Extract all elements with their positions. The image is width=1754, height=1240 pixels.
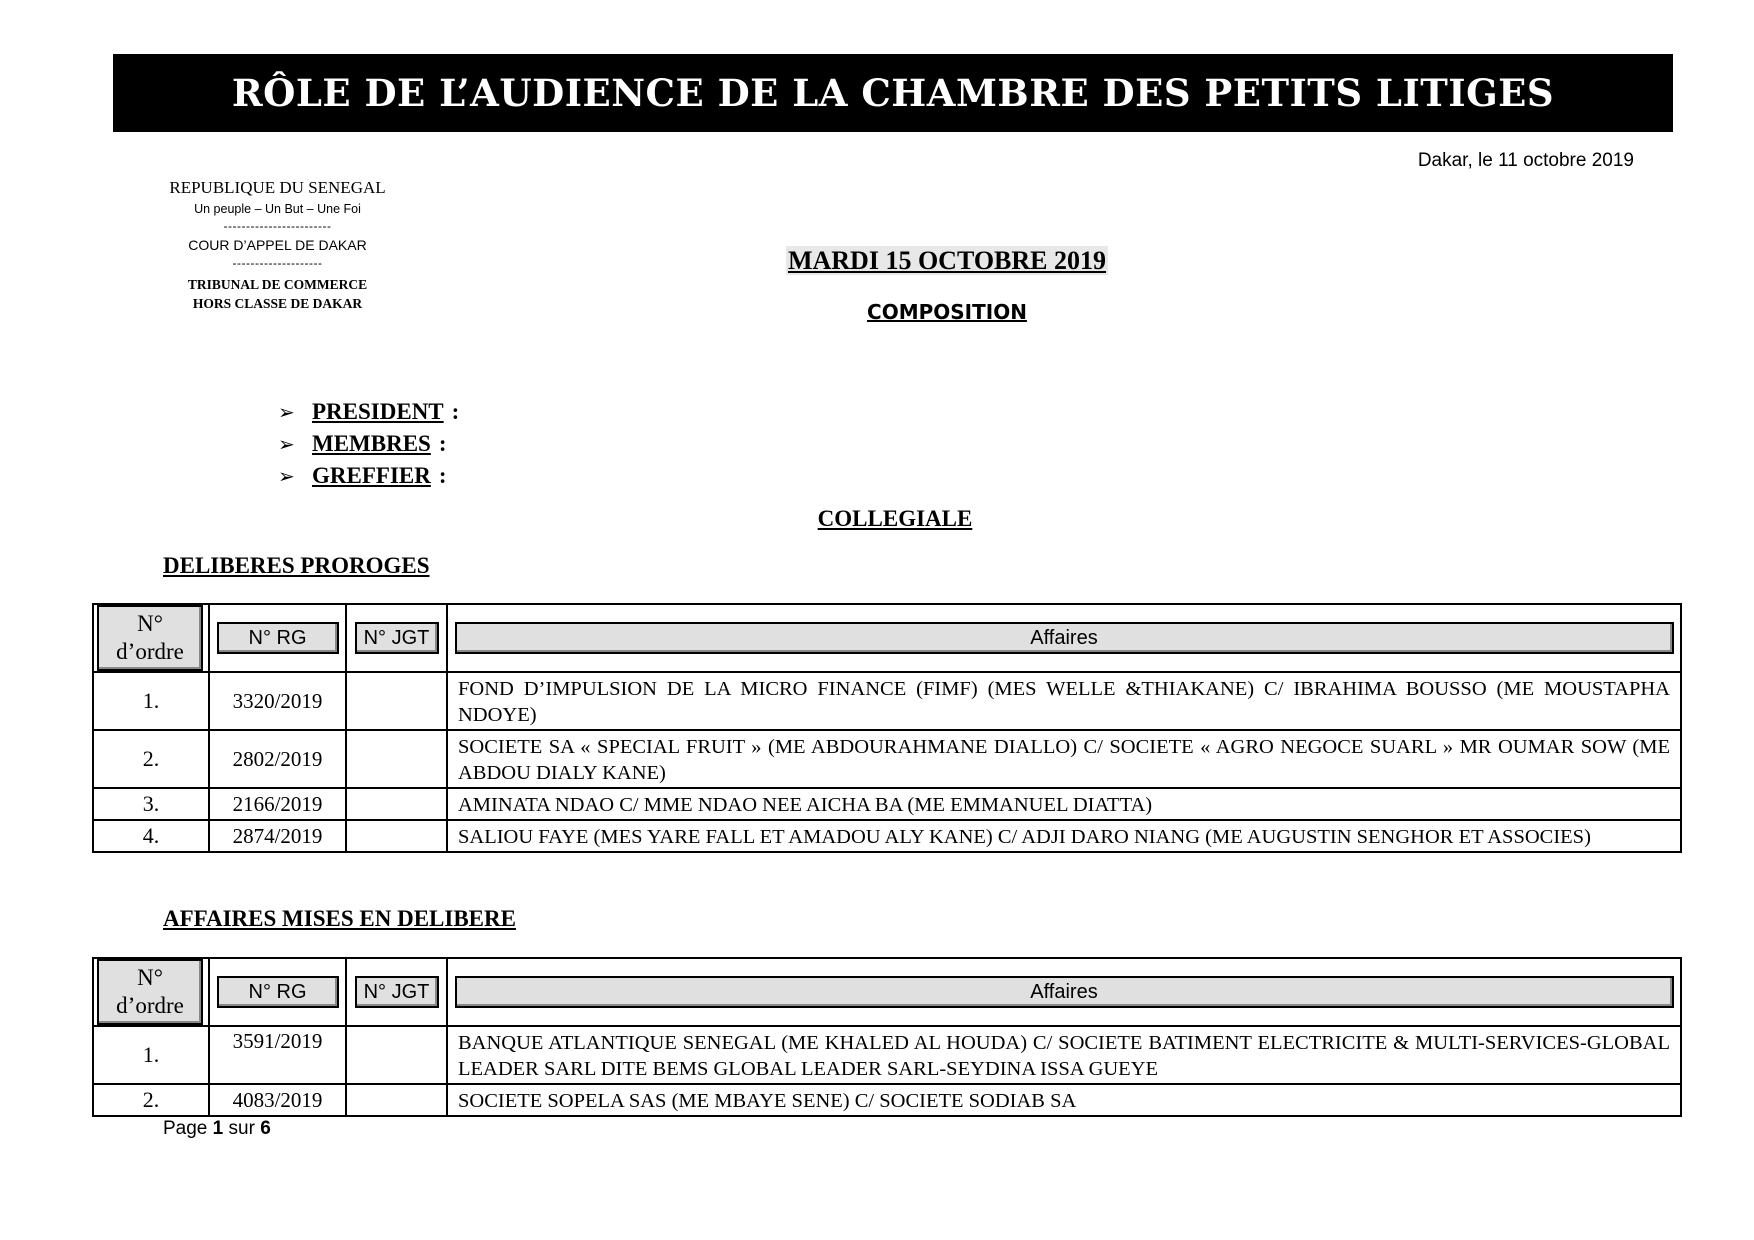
dateline: Dakar, le 11 octobre 2019 bbox=[1417, 150, 1634, 171]
cases-table-mises-en-delibere bbox=[92, 957, 1682, 1117]
cell-affaire: SOCIETE SOPELA SAS (ME MBAYE SENE) C/ SOCIETE SODIAB SA bbox=[447, 1084, 1681, 1116]
table-row bbox=[93, 820, 1681, 852]
table-row bbox=[93, 788, 1681, 820]
cell-affaire: SALIOU FAYE (MES YARE FALL ET AMADOU ALY KANE) C/ ADJI DARO NIANG (ME AUGUSTIN SENGHOR ET ASSOCIES) bbox=[447, 820, 1681, 852]
table-header-row bbox=[93, 958, 1681, 1026]
table-row bbox=[93, 672, 1681, 730]
header-affaires-box: Affaires bbox=[455, 622, 1674, 654]
cell-ordre: 1. bbox=[93, 672, 209, 730]
roles-list bbox=[278, 396, 459, 492]
cell-ordre: 3. bbox=[93, 788, 209, 820]
page-prefix: Page bbox=[163, 1118, 213, 1139]
header-rg bbox=[209, 958, 346, 1026]
page-number bbox=[163, 1118, 271, 1140]
cell-affaire: BANQUE ATLANTIQUE SENEGAL (ME KHALED AL HOUDA) C/ SOCIETE BATIMENT ELECTRICITE & MULTI-SERVICES-GLOBAL LEADER SARL DITE BEMS GLOBAL LEADER SARL-SEYDINA ISSA GUEYE bbox=[447, 1026, 1681, 1084]
page-total: 6 bbox=[260, 1118, 271, 1139]
header-affaires-box: Affaires bbox=[455, 976, 1674, 1008]
cell-rg: 2166/2019 bbox=[209, 788, 346, 820]
role-label: MEMBRES bbox=[312, 431, 431, 456]
national-motto: Un peuple – Un But – Une Foi bbox=[194, 202, 361, 216]
role-colon: : bbox=[451, 399, 460, 424]
header-ordre bbox=[93, 958, 209, 1026]
title-banner bbox=[113, 54, 1673, 132]
table-row bbox=[93, 1026, 1681, 1084]
page-title: RÔLE DE L’AUDIENCE DE LA CHAMBRE DES PETITS LITIGES bbox=[231, 71, 1555, 115]
role-president bbox=[278, 396, 459, 428]
section-title-mises-en-delibere: AFFAIRES MISES EN DELIBERE bbox=[163, 906, 516, 931]
cell-affaire: FOND D’IMPULSION DE LA MICRO FINANCE (FIMF) (MES WELLE &THIAKANE) C/ IBRAHIMA BOUSSO (ME MOUSTAPHA NDOYE) bbox=[447, 672, 1681, 730]
composition-title: COMPOSITION bbox=[867, 300, 1027, 324]
header-rg bbox=[209, 604, 346, 672]
header-rg-box: N° RG bbox=[217, 976, 339, 1008]
table-header-row bbox=[93, 604, 1681, 672]
arrow-bullet-icon: ➢ bbox=[278, 400, 295, 424]
role-label: PRESIDENT bbox=[312, 399, 444, 424]
header-ordre-line: d’ordre bbox=[116, 639, 184, 664]
role-colon: : bbox=[438, 463, 447, 488]
separator: -------------------- bbox=[232, 256, 323, 270]
page-middle: sur bbox=[223, 1118, 261, 1139]
role-membres bbox=[278, 428, 459, 460]
role-label: GREFFIER bbox=[312, 463, 431, 488]
collegiale-block bbox=[0, 506, 1754, 532]
page-current: 1 bbox=[212, 1118, 224, 1139]
table-row bbox=[93, 1084, 1681, 1116]
arrow-bullet-icon: ➢ bbox=[278, 432, 295, 456]
hearing-date-block bbox=[0, 246, 1754, 276]
section-title-delibere-proroges: DELIBERES PROROGES bbox=[163, 553, 430, 578]
cell-jgt bbox=[346, 1084, 447, 1116]
cell-jgt bbox=[346, 1026, 447, 1084]
header-ordre bbox=[93, 604, 209, 672]
header-ordre-line: N° bbox=[137, 611, 163, 636]
cell-rg: 3320/2019 bbox=[209, 672, 346, 730]
cell-jgt bbox=[346, 788, 447, 820]
composition-block bbox=[0, 300, 1754, 324]
table-row bbox=[93, 730, 1681, 788]
separator: ------------------------ bbox=[223, 219, 332, 233]
cell-rg: 4083/2019 bbox=[209, 1084, 346, 1116]
header-jgt bbox=[346, 958, 447, 1026]
role-greffier bbox=[278, 460, 459, 492]
cases-table-proroges bbox=[92, 603, 1682, 853]
cell-rg: 3591/2019 bbox=[209, 1026, 346, 1084]
cell-affaire: SOCIETE SA « SPECIAL FRUIT » (ME ABDOURAHMANE DIALLO) C/ SOCIETE « AGRO NEGOCE SUARL » MR OUMAR SOW (ME ABDOU DIALY KANE) bbox=[447, 730, 1681, 788]
republic-name: REPUBLIQUE DU SENEGAL bbox=[169, 178, 386, 197]
cell-jgt bbox=[346, 672, 447, 730]
court-name: COUR D’APPEL DE DAKAR bbox=[188, 237, 367, 253]
cell-affaire: AMINATA NDAO C/ MME NDAO NEE AICHA BA (ME EMMANUEL DIATTA) bbox=[447, 788, 1681, 820]
header-ordre-box bbox=[97, 605, 203, 671]
role-colon: : bbox=[438, 431, 447, 456]
header-ordre-line: d’ordre bbox=[116, 993, 184, 1018]
header-affaires bbox=[447, 958, 1681, 1026]
arrow-bullet-icon: ➢ bbox=[278, 464, 295, 488]
header-ordre-line: N° bbox=[137, 965, 163, 990]
cell-ordre: 4. bbox=[93, 820, 209, 852]
header-jgt-box: N° JGT bbox=[355, 976, 439, 1008]
cell-jgt bbox=[346, 730, 447, 788]
cell-rg: 2874/2019 bbox=[209, 820, 346, 852]
cell-ordre: 2. bbox=[93, 1084, 209, 1116]
cell-rg: 2802/2019 bbox=[209, 730, 346, 788]
tribunal-line: TRIBUNAL DE COMMERCE bbox=[187, 277, 368, 292]
header-rg-box: N° RG bbox=[217, 622, 339, 654]
cell-ordre: 1. bbox=[93, 1026, 209, 1084]
cell-jgt bbox=[346, 820, 447, 852]
header-affaires bbox=[447, 604, 1681, 672]
cell-ordre: 2. bbox=[93, 730, 209, 788]
header-ordre-box bbox=[97, 959, 203, 1025]
hearing-date: MARDI 15 OCTOBRE 2019 bbox=[787, 246, 1107, 275]
collegiale-title: COLLEGIALE bbox=[817, 506, 973, 531]
header-jgt-box: N° JGT bbox=[355, 622, 439, 654]
header-jgt bbox=[346, 604, 447, 672]
tribunal-line: HORS CLASSE DE DAKAR bbox=[192, 296, 363, 311]
